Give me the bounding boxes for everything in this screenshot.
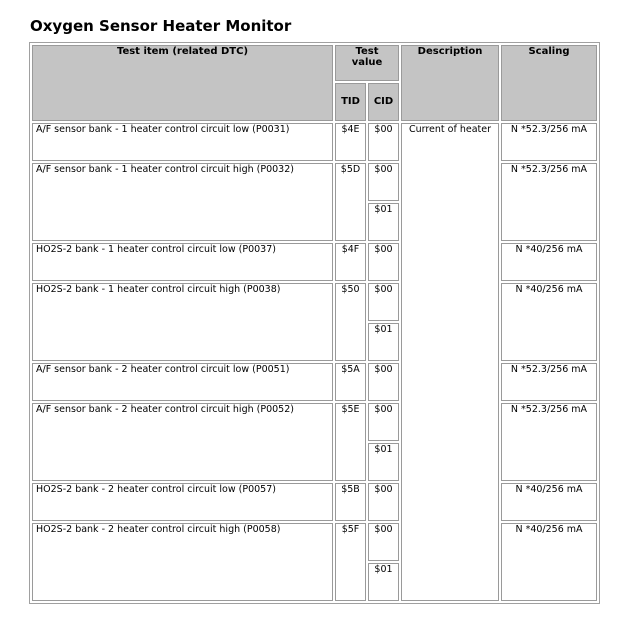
header-cid: CID [368, 83, 399, 121]
scaling-cell: N *52.3/256 mA [501, 163, 597, 241]
table-row [32, 403, 597, 441]
heater-monitor-table [29, 42, 600, 604]
cid-cell: $01 [368, 323, 399, 361]
table-row [32, 123, 597, 161]
table-row [32, 283, 597, 321]
test-item-cell: A/F sensor bank - 2 heater control circuit high (P0052) [32, 403, 333, 481]
cid-cell: $01 [368, 443, 399, 481]
cid-cell: $00 [368, 163, 399, 201]
table-row [32, 163, 597, 201]
tid-cell: $5D [335, 163, 366, 241]
test-item-cell: A/F sensor bank - 2 heater control circuit low (P0051) [32, 363, 333, 401]
page-title: Oxygen Sensor Heater Monitor [30, 17, 292, 35]
cid-cell: $00 [368, 403, 399, 441]
tid-cell: $50 [335, 283, 366, 361]
tid-cell: $5F [335, 523, 366, 601]
cid-cell: $01 [368, 203, 399, 241]
test-item-cell: HO2S-2 bank - 1 heater control circuit high (P0038) [32, 283, 333, 361]
test-item-cell: HO2S-2 bank - 2 heater control circuit high (P0058) [32, 523, 333, 601]
table-row [32, 483, 597, 521]
test-item-cell: HO2S-2 bank - 2 heater control circuit low (P0057) [32, 483, 333, 521]
scaling-cell: N *52.3/256 mA [501, 363, 597, 401]
cid-cell: $01 [368, 563, 399, 601]
table-row [32, 363, 597, 401]
test-item-cell: A/F sensor bank - 1 heater control circuit high (P0032) [32, 163, 333, 241]
cid-cell: $00 [368, 523, 399, 561]
description-cell: Current of heater [401, 123, 499, 601]
tid-cell: $4E [335, 123, 366, 161]
header-scaling: Scaling [501, 45, 597, 121]
tid-cell: $5A [335, 363, 366, 401]
header-description: Description [401, 45, 499, 121]
test-item-cell: A/F sensor bank - 1 heater control circuit low (P0031) [32, 123, 333, 161]
cid-cell: $00 [368, 483, 399, 521]
scaling-cell: N *40/256 mA [501, 283, 597, 361]
cid-cell: $00 [368, 123, 399, 161]
tid-cell: $5E [335, 403, 366, 481]
scaling-cell: N *52.3/256 mA [501, 123, 597, 161]
cid-cell: $00 [368, 283, 399, 321]
table-body [32, 123, 597, 601]
tid-cell: $5B [335, 483, 366, 521]
table-row [32, 523, 597, 561]
scaling-cell: N *40/256 mA [501, 483, 597, 521]
table-row [32, 243, 597, 281]
scaling-cell: N *52.3/256 mA [501, 403, 597, 481]
scaling-cell: N *40/256 mA [501, 243, 597, 281]
cid-cell: $00 [368, 243, 399, 281]
header-test-value: Test value [335, 45, 399, 81]
test-item-cell: HO2S-2 bank - 1 heater control circuit low (P0037) [32, 243, 333, 281]
header-test-item: Test item (related DTC) [32, 45, 333, 121]
cid-cell: $00 [368, 363, 399, 401]
scaling-cell: N *40/256 mA [501, 523, 597, 601]
header-tid: TID [335, 83, 366, 121]
tid-cell: $4F [335, 243, 366, 281]
